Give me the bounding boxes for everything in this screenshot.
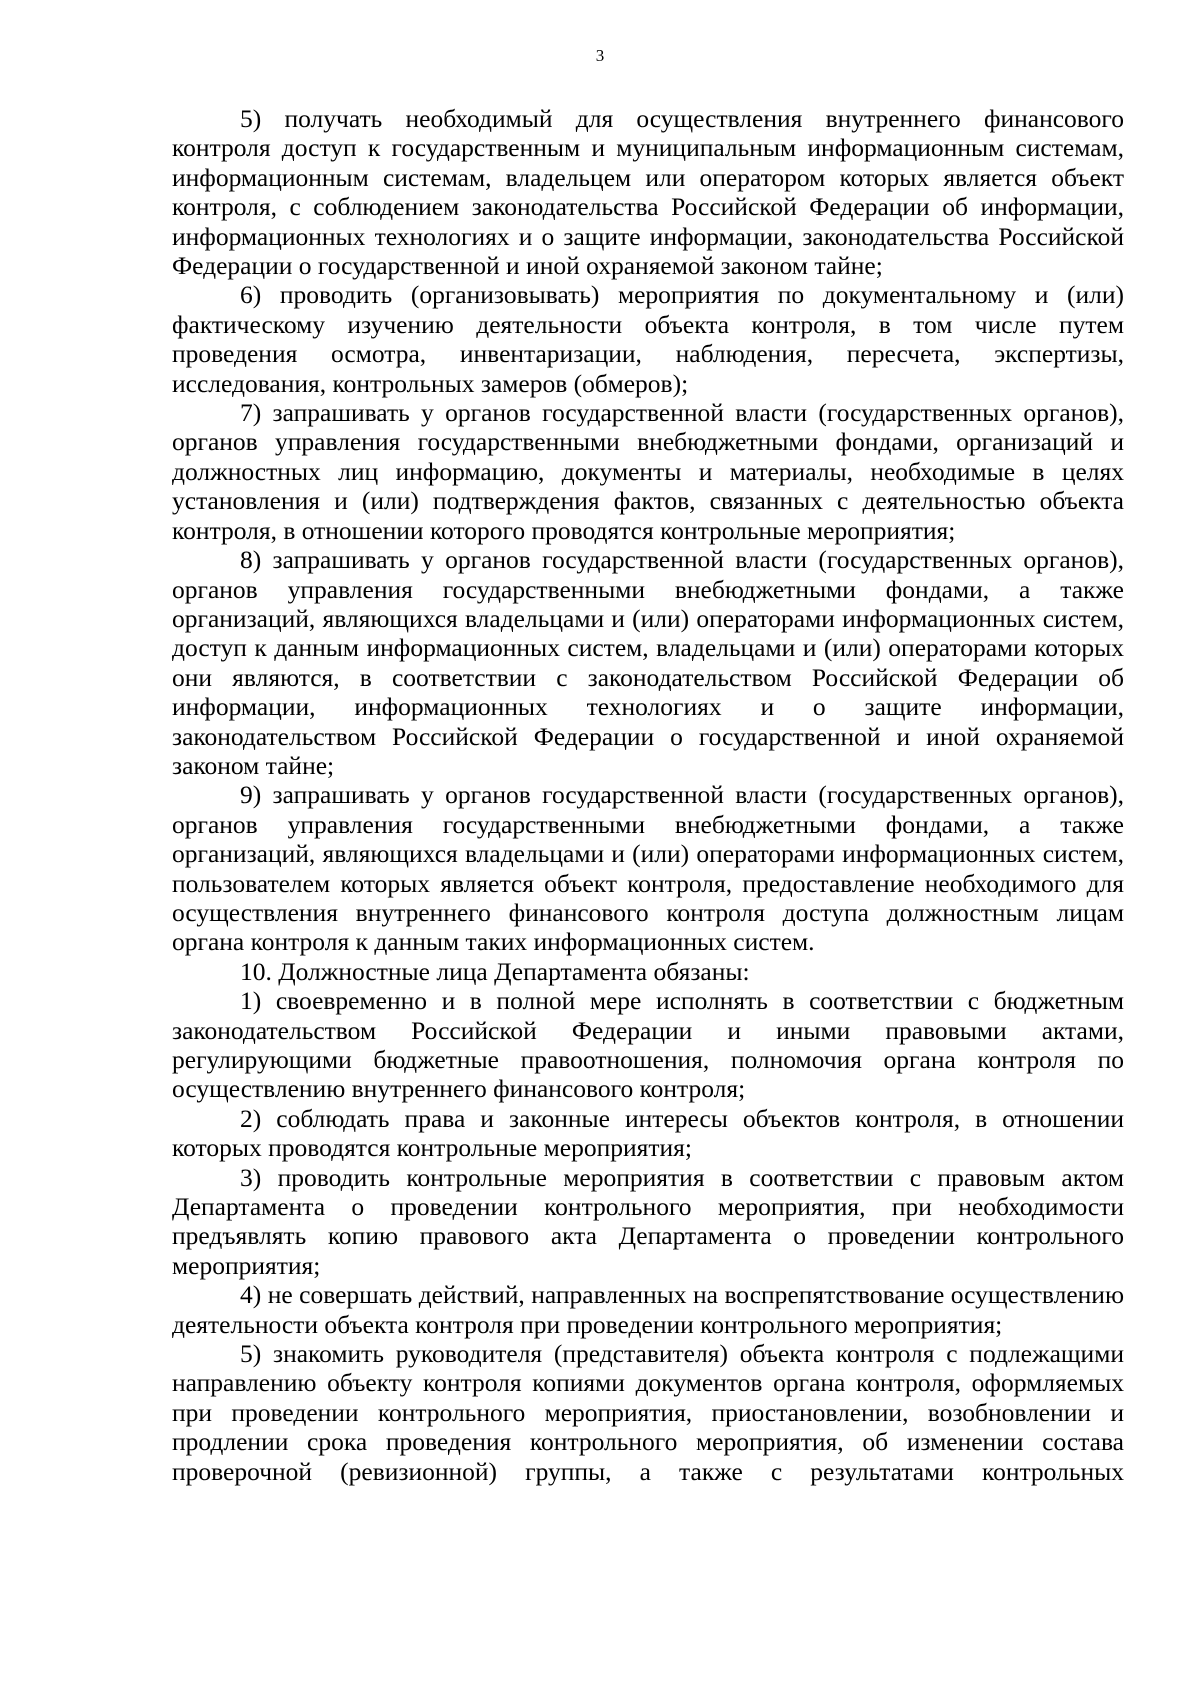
- paragraph-section-10-heading: 10. Должностные лица Департамента обязаны:: [240, 956, 750, 986]
- paragraph-duty-2: 2) соблюдать права и законные интересы объектов контроля, в отношении которых проводятся контрольные мероприятия;: [172, 1103, 1124, 1163]
- paragraph-clause-8: 8) запрашивать у органов государственной власти (государственных органов), органов управления государственными внебюджетными фондами, а также организаций, являющихся владельцами и (или) операторами информационных систем, доступ к данным информационных систем, владельцами и (или) операторами которых они являются, в соответствии с законодательством Российской Федерации об информации, информационных технологиях и о защите информации, законодательством Российской Федерации о государственной и иной охраняемой законом тайне;: [172, 545, 1124, 780]
- paragraph-duty-4: 4) не совершать действий, направленных на воспрепятствование осуществлению деятельности объекта контроля при проведении контрольного мероприятия;: [172, 1280, 1124, 1339]
- paragraph-clause-9: 9) запрашивать у органов государственной власти (государственных органов), органов управления государственными внебюджетными фондами, а также организаций, являющихся владельцами и (или) операторами информационных систем, пользователем которых является объект контроля, предоставление необходимого для осуществления внутреннего финансового контроля доступа должностным лицам органа контроля к данным таких информационных систем.: [172, 780, 1124, 957]
- paragraph-clause-7: 7) запрашивать у органов государственной власти (государственных органов), органов управления государственными внебюджетными фондами, организаций и должностных лиц информацию, документы и материалы, необходимые в целях установления и (или) подтверждения фактов, связанных с деятельностью объекта контроля, в отношении которого проводятся контрольные мероприятия;: [172, 398, 1124, 545]
- paragraph-duty-5: 5) знакомить руководителя (представителя) объекта контроля с подлежащими направлению объекту контроля копиями документов органа контроля, оформляемых при проведении контрольного мероприятия, приостановлении, возобновлении и продлении срока проведения контрольного мероприятия, об изменении состава проверочной (ревизионной) группы, а также с результатами контрольных: [172, 1339, 1124, 1486]
- paragraph-duty-3: 3) проводить контрольные мероприятия в соответствии с правовым актом Департамента о проведении контрольного мероприятия, при необходимости предъявлять копию правового акта Департамента о проведении контрольного мероприятия;: [172, 1162, 1124, 1280]
- document-body: [172, 104, 1124, 1486]
- page-number: 3: [595, 46, 605, 65]
- paragraph-duty-1: 1) своевременно и в полной мере исполнять в соответствии с бюджетным законодательством Российской Федерации и иными правовыми актами, регулирующими бюджетные правоотношения, полномочия органа контроля по осуществлению внутреннего финансового контроля;: [172, 986, 1124, 1104]
- paragraph-clause-5: 5) получать необходимый для осуществления внутреннего финансового контроля доступ к государственным и муниципальным информационным системам, информационным системам, владельцем или оператором которых является объект контроля, с соблюдением законодательства Российской Федерации об информации, информационных технологиях и о защите информации, законодательства Российской Федерации о государственной и иной охраняемой законом тайне;: [172, 104, 1124, 281]
- paragraph-clause-6: 6) проводить (организовывать) мероприятия по документальному и (или) фактическому изучению деятельности объекта контроля, в том числе путем проведения осмотра, инвентаризации, наблюдения, пересчета, экспертизы, исследования, контрольных замеров (обмеров);: [172, 280, 1124, 398]
